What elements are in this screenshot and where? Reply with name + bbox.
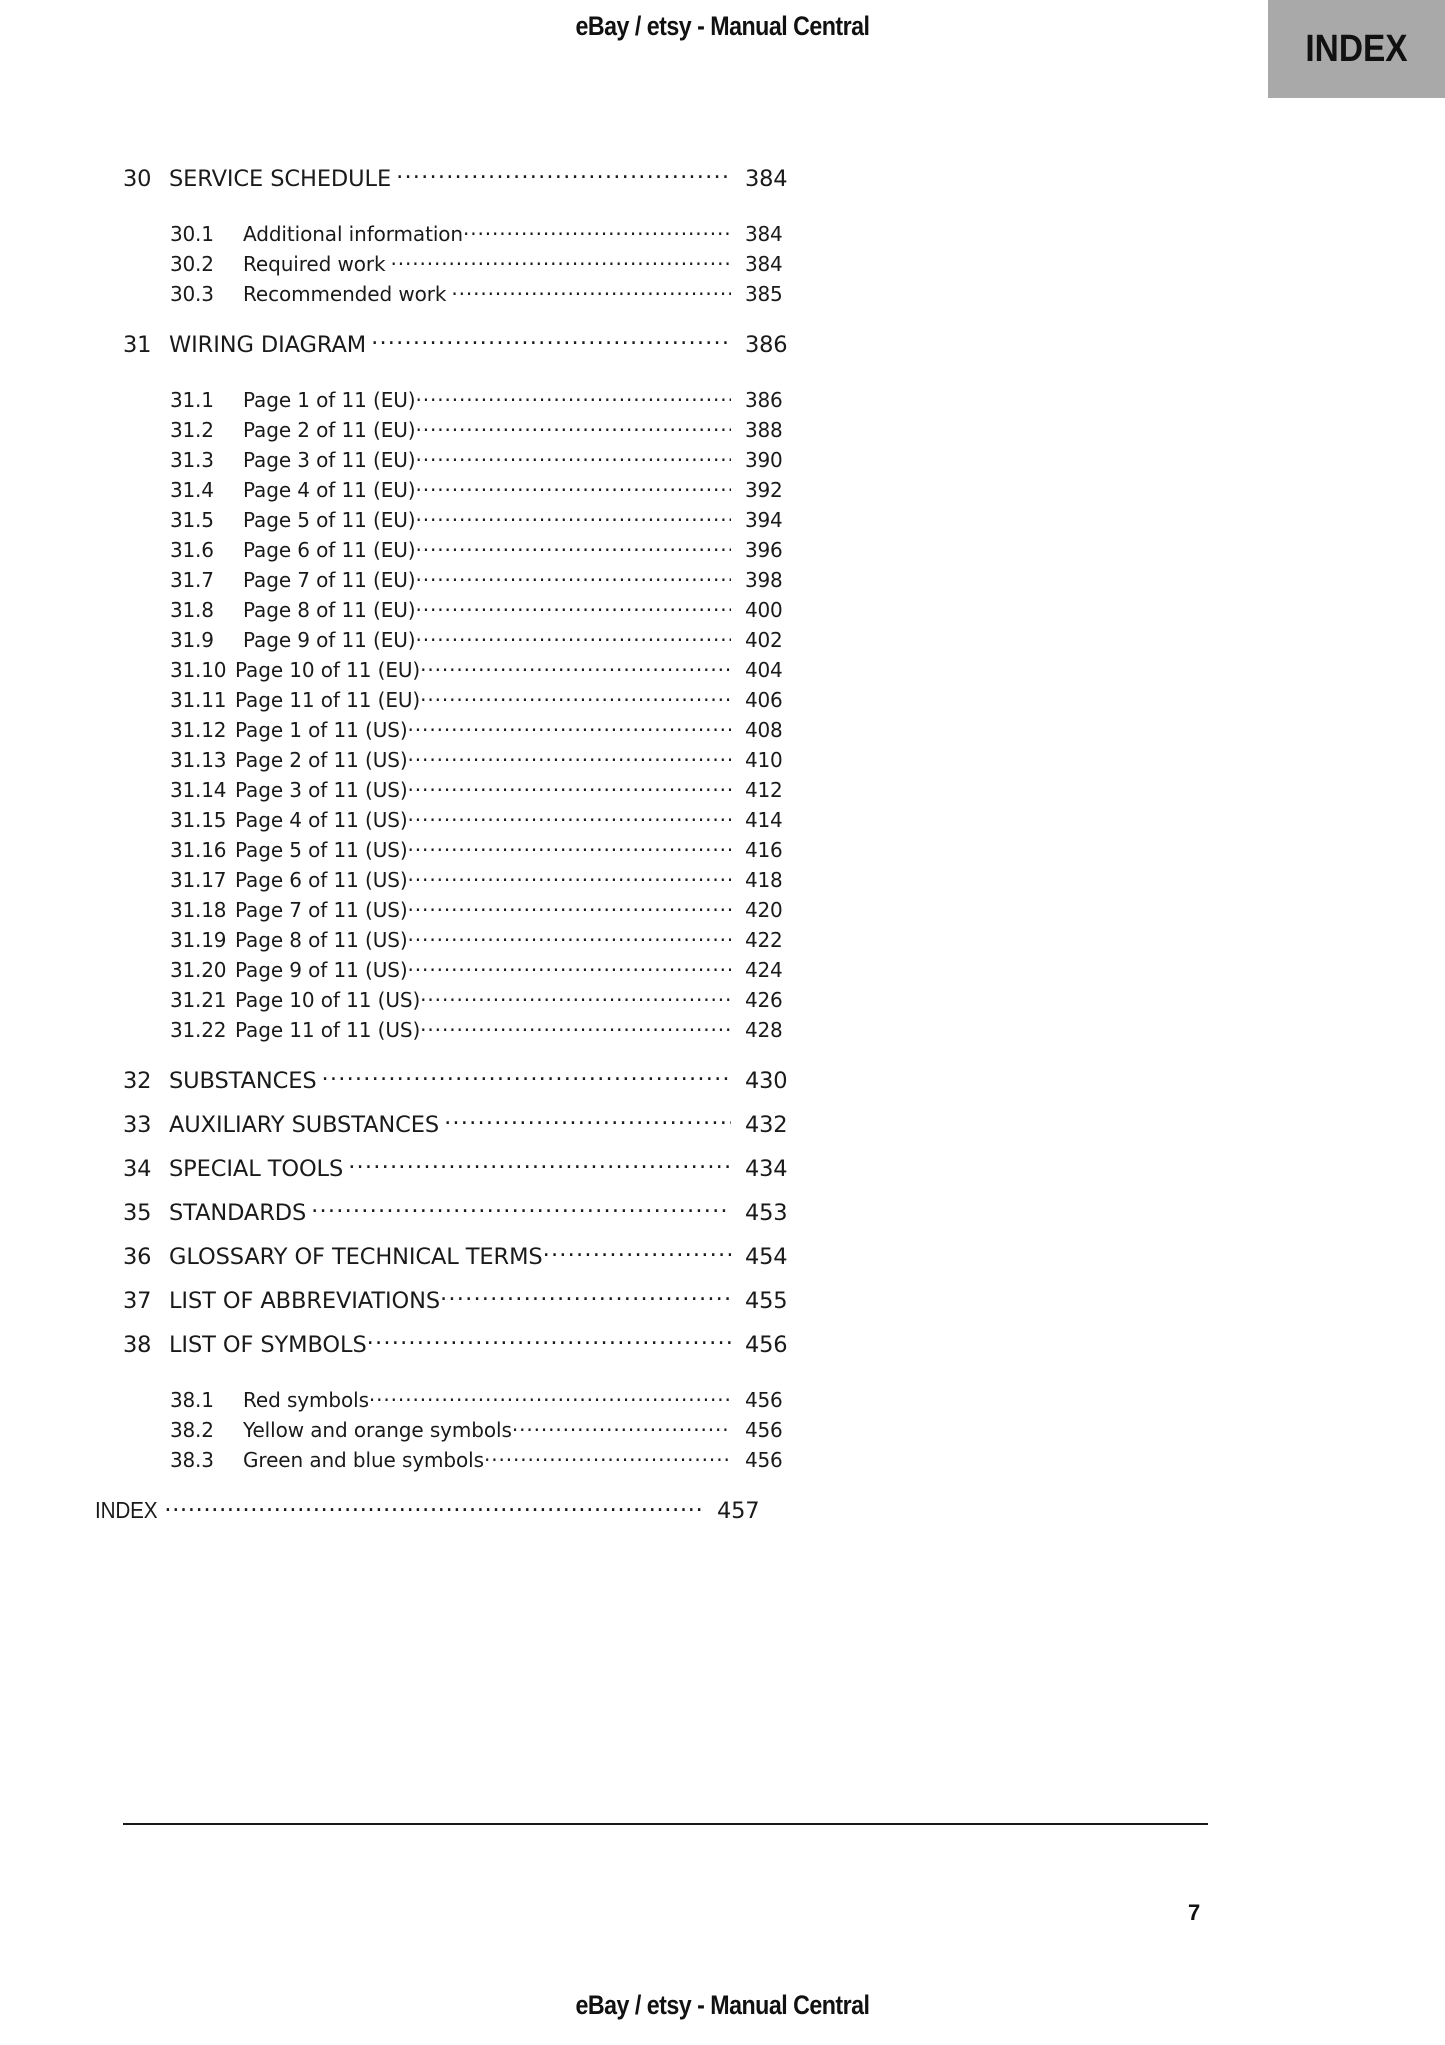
toc-section-row[interactable] <box>170 957 803 987</box>
toc-chapter-row[interactable] <box>123 1065 803 1109</box>
toc-entry-number: 31.21 <box>170 988 227 1012</box>
toc-entry-number: 38.3 <box>170 1448 214 1472</box>
toc-entry-title: Page 9 of 11 (EU) <box>243 628 416 652</box>
toc-spacer <box>0 311 1445 329</box>
toc-entry-title: Page 11 of 11 (US) <box>235 1018 421 1042</box>
toc-entry-number: 31.18 <box>170 898 227 922</box>
toc-dot-leader <box>451 281 731 301</box>
toc-entry-title: Recommended work <box>243 282 447 306</box>
toc-entry-title: Page 7 of 11 (US) <box>235 898 408 922</box>
toc-entry-title: Yellow and orange symbols <box>243 1418 512 1442</box>
toc-dot-leader <box>512 1417 731 1437</box>
toc-entry-number: 30.2 <box>170 252 214 276</box>
toc-entry-page: 402 <box>745 628 783 652</box>
toc-entry-number: 31.20 <box>170 958 227 982</box>
toc-dot-leader <box>415 567 731 587</box>
toc-dot-leader <box>408 837 731 857</box>
toc-dot-leader <box>348 1153 731 1176</box>
toc-index-title: INDEX <box>95 1497 158 1523</box>
toc-spacer <box>0 207 1445 221</box>
toc-chapter-row[interactable] <box>123 1153 803 1197</box>
toc-entry-number: 30.1 <box>170 222 214 246</box>
toc-entry-number: 31.3 <box>170 448 214 472</box>
toc-chapter-row[interactable] <box>123 163 803 207</box>
toc-section-row[interactable] <box>170 807 803 837</box>
toc-dot-leader <box>415 597 731 617</box>
toc-entry-page: 430 <box>745 1067 788 1094</box>
toc-entry-page: 406 <box>745 688 783 712</box>
toc-entry-number: 31.17 <box>170 868 227 892</box>
toc-dot-leader <box>420 687 731 707</box>
toc-entry-page: 432 <box>745 1111 788 1138</box>
toc-entry-number: 37 <box>123 1287 152 1314</box>
toc-chapter-row[interactable] <box>123 1197 803 1241</box>
toc-section-row[interactable] <box>170 777 803 807</box>
toc-section-row[interactable] <box>170 507 803 537</box>
toc-chapter-row[interactable] <box>123 1241 803 1285</box>
toc-entry-title: Page 8 of 11 (EU) <box>243 598 416 622</box>
page-header <box>0 0 1445 100</box>
toc-entry-title: Green and blue symbols <box>243 1448 484 1472</box>
toc-entry-page: 396 <box>745 538 783 562</box>
toc-dot-leader <box>408 927 731 947</box>
toc-section-row[interactable] <box>170 597 803 627</box>
toc-dot-leader <box>543 1241 731 1264</box>
header-title: eBay / etsy - Manual Central <box>575 11 870 41</box>
toc-entry-number: 31.4 <box>170 478 214 502</box>
toc-entry-title: STANDARDS <box>169 1199 307 1226</box>
toc-section-row[interactable] <box>170 687 803 717</box>
toc-entry-title: Page 6 of 11 (US) <box>235 868 408 892</box>
toc-section-row[interactable] <box>170 987 803 1017</box>
toc-entry-number: 38 <box>123 1331 152 1358</box>
toc-section-row[interactable] <box>170 1447 803 1477</box>
toc-dot-leader <box>408 957 731 977</box>
toc-entry-number: 31.8 <box>170 598 214 622</box>
toc-section-row[interactable] <box>170 537 803 567</box>
toc-dot-leader <box>396 163 731 186</box>
toc-entry-title: Page 5 of 11 (EU) <box>243 508 416 532</box>
footer-divider <box>123 1823 1208 1825</box>
toc-entry-page: 385 <box>745 282 783 306</box>
toc-entry-number: 31.13 <box>170 748 227 772</box>
toc-entry-page: 416 <box>745 838 783 862</box>
toc-entry-number: 30.3 <box>170 282 214 306</box>
toc-dot-leader <box>420 657 731 677</box>
toc-entry-number: 32 <box>123 1067 152 1094</box>
toc-section-row[interactable] <box>170 867 803 897</box>
toc-index-page: 457 <box>717 1498 760 1524</box>
toc-entry-title: Page 10 of 11 (US) <box>235 988 421 1012</box>
toc-entry-title: LIST OF ABBREVIATIONS <box>169 1287 441 1314</box>
toc-section-row[interactable] <box>170 221 803 251</box>
toc-entry-number: 31.15 <box>170 808 227 832</box>
toc-section-row[interactable] <box>170 417 803 447</box>
toc-dot-leader <box>415 387 731 407</box>
toc-entry-title: Page 11 of 11 (EU) <box>235 688 421 712</box>
toc-entry-page: 392 <box>745 478 783 502</box>
toc-entry-page: 454 <box>745 1243 788 1270</box>
toc-entry-number: 34 <box>123 1155 152 1182</box>
toc-entry-number: 33 <box>123 1111 152 1138</box>
toc-section-row[interactable] <box>170 927 803 957</box>
toc-entry-title: GLOSSARY OF TECHNICAL TERMS <box>169 1243 543 1270</box>
toc-dot-leader <box>371 329 731 352</box>
toc-entry-page: 412 <box>745 778 783 802</box>
toc-entry-title: Red symbols <box>243 1388 369 1412</box>
toc-dot-leader <box>420 987 731 1007</box>
toc-entry-page: 410 <box>745 748 783 772</box>
toc-section-row[interactable] <box>170 477 803 507</box>
toc-section-row[interactable] <box>170 837 803 867</box>
toc-entry-title: Page 3 of 11 (EU) <box>243 448 416 472</box>
toc-entry-number: 31 <box>123 331 152 358</box>
toc-entry-title: Page 7 of 11 (EU) <box>243 568 416 592</box>
toc-entry-number: 31.19 <box>170 928 227 952</box>
toc-section-row[interactable] <box>170 627 803 657</box>
toc-entry-title: Page 2 of 11 (US) <box>235 748 408 772</box>
toc-entry-title: SUBSTANCES <box>169 1067 317 1094</box>
toc-entry-number: 31.1 <box>170 388 214 412</box>
toc-dot-leader <box>408 777 731 797</box>
toc-dot-leader <box>415 447 731 467</box>
toc-spacer <box>0 373 1445 387</box>
toc-entry-number: 31.14 <box>170 778 227 802</box>
toc-entry-title: Page 4 of 11 (EU) <box>243 478 416 502</box>
toc-entry-title: Additional information <box>243 222 463 246</box>
toc-entry-page: 456 <box>745 1388 783 1412</box>
index-section-tab <box>1268 0 1445 98</box>
toc-entry-number: 31.9 <box>170 628 214 652</box>
toc-entry-title: Page 1 of 11 (EU) <box>243 388 416 412</box>
toc-entry-title: Page 9 of 11 (US) <box>235 958 408 982</box>
toc-entry-page: 456 <box>745 1448 783 1472</box>
toc-entry-page: 408 <box>745 718 783 742</box>
toc-entry-page: 422 <box>745 928 783 952</box>
toc-entry-page: 434 <box>745 1155 788 1182</box>
toc-entry-page: 386 <box>745 388 783 412</box>
toc-entry-title: WIRING DIAGRAM <box>169 331 367 358</box>
toc-dot-leader <box>415 627 731 647</box>
toc-entry-title: Page 10 of 11 (EU) <box>235 658 421 682</box>
toc-section-row[interactable] <box>170 281 803 311</box>
toc-dot-leader <box>484 1447 731 1467</box>
toc-entry-title: Page 4 of 11 (US) <box>235 808 408 832</box>
toc-entry-page: 400 <box>745 598 783 622</box>
toc-entry-number: 31.22 <box>170 1018 227 1042</box>
toc-entry-title: Page 5 of 11 (US) <box>235 838 408 862</box>
toc-entry-page: 414 <box>745 808 783 832</box>
toc-entry-page: 386 <box>745 331 788 358</box>
toc-dot-leader <box>408 747 731 767</box>
toc-entry-number: 31.11 <box>170 688 227 712</box>
toc-dot-leader <box>415 537 731 557</box>
toc-entry-title: AUXILIARY SUBSTANCES <box>169 1111 440 1138</box>
toc-entry-page: 424 <box>745 958 783 982</box>
toc-entry-page: 390 <box>745 448 783 472</box>
toc-entry-number: 38.2 <box>170 1418 214 1442</box>
toc-section-row[interactable] <box>170 747 803 777</box>
toc-section-row[interactable] <box>170 1417 803 1447</box>
toc-entry-number: 31.5 <box>170 508 214 532</box>
toc-entry-title: Page 3 of 11 (US) <box>235 778 408 802</box>
toc-entry-title: Page 8 of 11 (US) <box>235 928 408 952</box>
toc-dot-leader <box>322 1065 731 1088</box>
toc-entry-title: SERVICE SCHEDULE <box>169 165 392 192</box>
toc-dot-leader <box>463 221 731 241</box>
toc-entry-title: Required work <box>243 252 386 276</box>
toc-entry-page: 398 <box>745 568 783 592</box>
toc-dot-leader <box>390 251 731 271</box>
toc-entry-page: 428 <box>745 1018 783 1042</box>
toc-entry-number: 31.2 <box>170 418 214 442</box>
toc-entry-page: 455 <box>745 1287 788 1314</box>
toc-entry-title: SPECIAL TOOLS <box>169 1155 344 1182</box>
toc-entry-title: Page 2 of 11 (EU) <box>243 418 416 442</box>
toc-entry-number: 38.1 <box>170 1388 214 1412</box>
toc-dot-leader <box>415 417 731 437</box>
toc-entry-number: 31.16 <box>170 838 227 862</box>
toc-dot-leader <box>367 1329 731 1352</box>
toc-spacer <box>0 1477 1445 1495</box>
toc-entry-number: 31.12 <box>170 718 227 742</box>
toc-section-row[interactable] <box>170 447 803 477</box>
toc-entry-page: 404 <box>745 658 783 682</box>
toc-spacer <box>0 1373 1445 1387</box>
toc-entry-page: 453 <box>745 1199 788 1226</box>
toc-entry-page: 394 <box>745 508 783 532</box>
toc-entry-title: Page 6 of 11 (EU) <box>243 538 416 562</box>
toc-entry-page: 384 <box>745 222 783 246</box>
toc-entry-page: 388 <box>745 418 783 442</box>
toc-entry-page: 418 <box>745 868 783 892</box>
toc-section-row[interactable] <box>170 387 803 417</box>
toc-dot-leader <box>311 1197 731 1220</box>
toc-dot-leader <box>415 477 731 497</box>
toc-entry-title: LIST OF SYMBOLS <box>169 1331 367 1358</box>
table-of-contents <box>0 163 1445 1535</box>
page-number: 7 <box>1188 1900 1201 1925</box>
toc-index-row[interactable] <box>95 1495 775 1535</box>
toc-dot-leader <box>415 507 731 527</box>
toc-entry-number: 31.6 <box>170 538 214 562</box>
toc-entry-page: 420 <box>745 898 783 922</box>
toc-entry-page: 426 <box>745 988 783 1012</box>
toc-entry-number: 30 <box>123 165 152 192</box>
toc-dot-leader <box>440 1285 731 1308</box>
toc-dot-leader <box>408 897 731 917</box>
footer-title: eBay / etsy - Manual Central <box>575 1990 870 2020</box>
toc-chapter-row[interactable] <box>123 1329 803 1373</box>
toc-section-row[interactable] <box>170 1387 803 1417</box>
toc-entry-page: 456 <box>745 1331 788 1358</box>
toc-dot-leader <box>164 1495 703 1518</box>
toc-dot-leader <box>408 807 731 827</box>
toc-entry-title: Page 1 of 11 (US) <box>235 718 408 742</box>
toc-dot-leader <box>369 1387 731 1407</box>
toc-chapter-row[interactable] <box>123 329 803 373</box>
toc-section-row[interactable] <box>170 567 803 597</box>
toc-spacer <box>0 1047 1445 1065</box>
toc-entry-number: 31.7 <box>170 568 214 592</box>
toc-section-row[interactable] <box>170 717 803 747</box>
toc-dot-leader <box>408 717 731 737</box>
toc-entry-number: 35 <box>123 1199 152 1226</box>
toc-section-row[interactable] <box>170 897 803 927</box>
toc-section-row[interactable] <box>170 251 803 281</box>
toc-entry-page: 456 <box>745 1418 783 1442</box>
toc-dot-leader <box>420 1017 731 1037</box>
toc-dot-leader <box>444 1109 731 1132</box>
toc-dot-leader <box>408 867 731 887</box>
toc-chapter-row[interactable] <box>123 1285 803 1329</box>
toc-section-row[interactable] <box>170 657 803 687</box>
toc-entry-page: 384 <box>745 165 788 192</box>
toc-chapter-row[interactable] <box>123 1109 803 1153</box>
toc-section-row[interactable] <box>170 1017 803 1047</box>
toc-entry-number: 36 <box>123 1243 152 1270</box>
index-section-tab-label: INDEX <box>1305 28 1408 70</box>
toc-entry-number: 31.10 <box>170 658 227 682</box>
toc-entry-page: 384 <box>745 252 783 276</box>
